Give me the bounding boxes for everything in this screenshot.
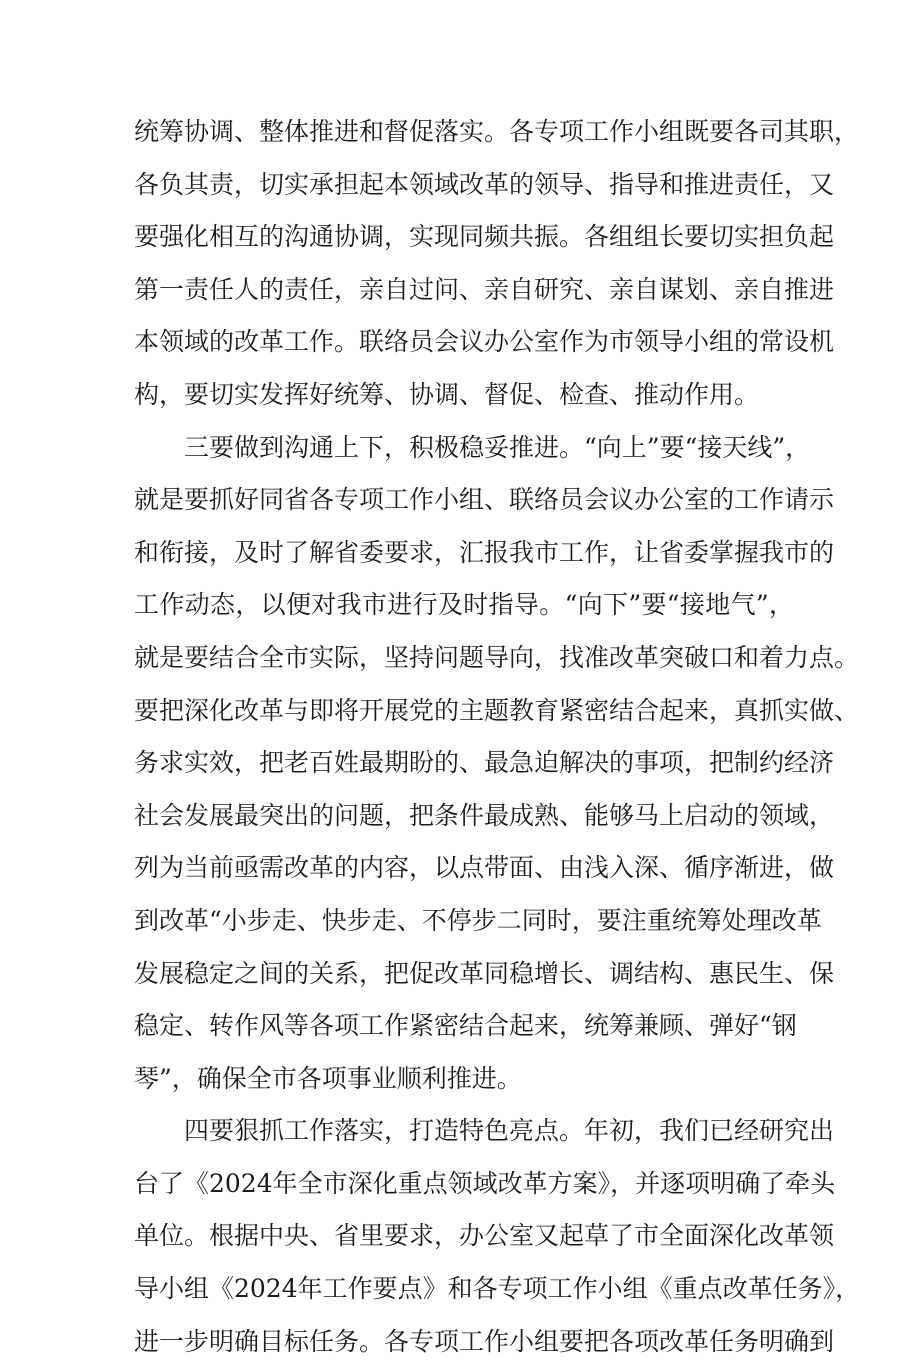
text-line: 就是要结合全市实际，坚持问题导向，找准改革突破口和着力点。 (134, 642, 860, 672)
text-line: 就是要抓好同省各专项工作小组、联络员会议办公室的工作请示 (134, 485, 835, 515)
text-line: 琴”，确保全市各项事业顺利推进。 (134, 1063, 522, 1093)
text-line: 要把深化改革与即将开展党的主题教育紧密结合起来，真抓实做、 (134, 695, 860, 725)
document-body (134, 106, 861, 1368)
text-line: 到改革“小步走、快步走、不停步二同时，要注重统筹处理改革 (134, 905, 822, 935)
text-line: 四要狠抓工作落实，打造特色亮点。年初，我们已经研究出 (184, 1116, 835, 1146)
text-line: 三要做到沟通上下，积极稳妥推进。“向上”要“接天线”， (184, 432, 811, 462)
text-line: 统筹协调、整体推进和督促落实。各专项工作小组既要各司其职， (134, 117, 860, 146)
text-line: 第一责任人的责任，亲自过问、亲自研究、亲自谋划、亲自推进 (134, 274, 835, 304)
text-line: 发展稳定之间的关系，把促改革同稳增长、调结构、惠民生、保 (134, 958, 835, 988)
text-line: 导小组《2024年工作要点》和各专项工作小组《重点改革任务》， (134, 1274, 861, 1304)
text-line: 列为当前亟需改革的内容，以点带面、由浅入深、循序渐进，做 (134, 853, 835, 883)
text-line: 台了《2024年全市深化重点领域改革方案》，并逐项明确了牵头 (134, 1168, 836, 1198)
text-line: 社会发展最突出的问题，把条件最成熟、能够马上启动的领域， (134, 800, 835, 830)
text-line: 构，要切实发挥好统筹、协调、督促、检查、推动作用。 (134, 379, 760, 409)
text-line: 各负其责，切实承担起本领域改革的领导、指导和推进责任，又 (134, 169, 835, 199)
text-line: 务求实效，把老百姓最期盼的、最急迫解决的事项，把制约经济 (134, 748, 835, 778)
text-line: 进一步明确目标任务。各专项工作小组要把各项改革任务明确到 (134, 1326, 835, 1356)
text-line: 单位。根据中央、省里要求，办公室又起草了市全面深化改革领 (134, 1221, 835, 1251)
text-line: 本领域的改革工作。联络员会议办公室作为市领导小组的常设机 (134, 327, 835, 357)
text-line: 和衔接，及时了解省委要求，汇报我市工作，让省委掌握我市的 (134, 537, 835, 567)
text-line: 要强化相互的沟通协调，实现同频共振。各组组长要切实担负起 (134, 222, 835, 252)
text-line: 稳定、转作风等各项工作紧密结合起来，统筹兼顾、弹好“钢 (134, 1011, 797, 1041)
text-line: 工作动态，以便对我市进行及时指导。“向下”要“接地气”， (134, 590, 794, 620)
